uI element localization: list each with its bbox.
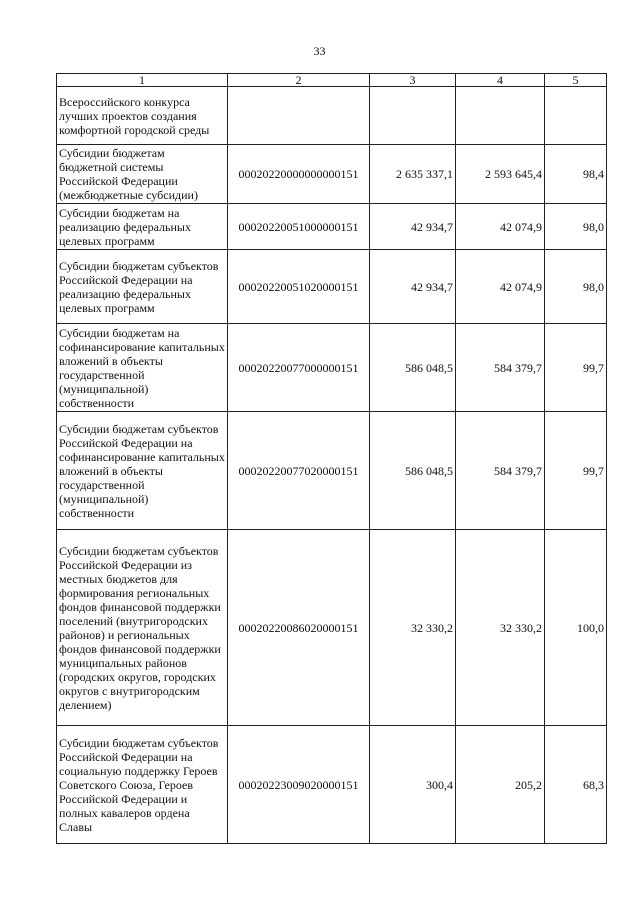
table-row bbox=[57, 145, 607, 204]
table-row bbox=[57, 530, 607, 726]
row-planned-cell: 42 934,7 bbox=[370, 204, 456, 250]
row-percent-cell: 99,7 bbox=[545, 412, 607, 530]
column-header-5: 5 bbox=[545, 74, 607, 87]
row-percent-cell: 100,0 bbox=[545, 530, 607, 726]
row-planned-cell: 586 048,5 bbox=[370, 412, 456, 530]
row-actual-cell bbox=[456, 87, 545, 145]
row-percent-cell: 98,0 bbox=[545, 250, 607, 324]
budget-table bbox=[56, 73, 607, 844]
table-row bbox=[57, 412, 607, 530]
row-planned-cell: 32 330,2 bbox=[370, 530, 456, 726]
row-planned-cell: 42 934,7 bbox=[370, 250, 456, 324]
table-row bbox=[57, 726, 607, 844]
column-header-4: 4 bbox=[456, 74, 545, 87]
row-name-cell: Субсидии бюджетам субъектов Российской Федерации на социальную поддержку Героев Советского Союза, Героев Российской Федерации и полных кавалеров ордена Славы bbox=[57, 726, 228, 844]
row-name-cell: Субсидии бюджетам субъектов Российской Федерации на софинансирование капитальных вложений в объекты государственной (муниципальной) собственности bbox=[57, 412, 228, 530]
table-header-row bbox=[57, 74, 607, 87]
row-actual-cell: 205,2 bbox=[456, 726, 545, 844]
row-code-cell bbox=[228, 87, 370, 145]
table-row bbox=[57, 250, 607, 324]
row-name-cell: Субсидии бюджетам субъектов Российской Федерации из местных бюджетов для формирования региональных фондов финансовой поддержки поселений (внутригородских районов) и региональных фондов финансовой поддержки муниципальных районов (городских округов, городских округов с внутригородским делением) bbox=[57, 530, 228, 726]
row-code-cell: 00020223009020000151 bbox=[228, 726, 370, 844]
column-header-1: 1 bbox=[57, 74, 228, 87]
row-percent-cell: 99,7 bbox=[545, 324, 607, 412]
row-planned-cell: 300,4 bbox=[370, 726, 456, 844]
row-actual-cell: 584 379,7 bbox=[456, 324, 545, 412]
row-planned-cell: 2 635 337,1 bbox=[370, 145, 456, 204]
row-planned-cell bbox=[370, 87, 456, 145]
column-header-2: 2 bbox=[228, 74, 370, 87]
row-percent-cell: 98,0 bbox=[545, 204, 607, 250]
row-code-cell: 00020220077000000151 bbox=[228, 324, 370, 412]
row-percent-cell bbox=[545, 87, 607, 145]
table-row bbox=[57, 324, 607, 412]
row-actual-cell: 32 330,2 bbox=[456, 530, 545, 726]
row-code-cell: 00020220086020000151 bbox=[228, 530, 370, 726]
row-percent-cell: 68,3 bbox=[545, 726, 607, 844]
table-row bbox=[57, 204, 607, 250]
row-code-cell: 00020220051020000151 bbox=[228, 250, 370, 324]
row-percent-cell: 98,4 bbox=[545, 145, 607, 204]
row-name-cell: Субсидии бюджетам субъектов Российской Федерации на реализацию федеральных целевых программ bbox=[57, 250, 228, 324]
row-actual-cell: 584 379,7 bbox=[456, 412, 545, 530]
row-code-cell: 00020220051000000151 bbox=[228, 204, 370, 250]
row-planned-cell: 586 048,5 bbox=[370, 324, 456, 412]
row-actual-cell: 42 074,9 bbox=[456, 250, 545, 324]
row-actual-cell: 42 074,9 bbox=[456, 204, 545, 250]
column-header-3: 3 bbox=[370, 74, 456, 87]
row-code-cell: 00020220077020000151 bbox=[228, 412, 370, 530]
row-actual-cell: 2 593 645,4 bbox=[456, 145, 545, 204]
row-name-cell: Всероссийского конкурса лучших проектов создания комфортной городской среды bbox=[57, 87, 228, 145]
row-name-cell: Субсидии бюджетам бюджетной системы Российской Федерации (межбюджетные субсидии) bbox=[57, 145, 228, 204]
table-row bbox=[57, 87, 607, 145]
row-name-cell: Субсидии бюджетам на софинансирование капитальных вложений в объекты государственной (муниципальной) собственности bbox=[57, 324, 228, 412]
row-name-cell: Субсидии бюджетам на реализацию федеральных целевых программ bbox=[57, 204, 228, 250]
row-code-cell: 00020220000000000151 bbox=[228, 145, 370, 204]
page-number: 33 bbox=[313, 44, 326, 58]
